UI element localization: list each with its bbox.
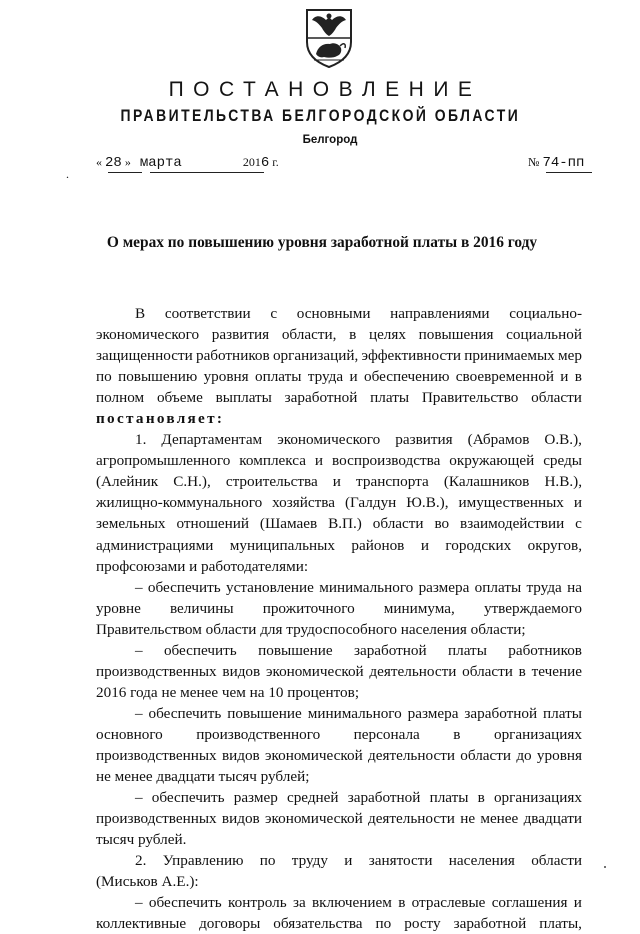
body-line-text: – обеспечить размер средней заработной платы в организациях [135,789,582,807]
body-line-text: агропромышленного комплекса и воспроизводства окружающей среды [96,452,582,470]
body-line [96,808,582,829]
body-line [96,829,582,850]
body-line-text: В соответствии с основными направлениями социально- [135,305,582,322]
body-line [96,850,582,871]
body-line-text: – обеспечить повышение заработной платы работников [135,641,582,659]
body-line-text: основного производственного персонала в организациях [96,725,582,743]
body-line [96,787,582,808]
decree-title: О мерах по повышению уровня заработной платы в 2016 году [106,234,538,251]
body-line [96,535,582,556]
body-line-text: 1. Департаментам экономического развития (Абрамов О.В.), [135,431,582,449]
decree-date [96,155,279,171]
body-line [96,303,582,324]
body-line [96,556,582,577]
decree-body [96,303,582,934]
body-line [96,450,582,471]
body-line [96,471,582,492]
body-line-text: не менее двадцати тысяч рублей; [96,768,310,786]
body-line-text: тысяч рублей. [96,831,187,849]
number-value: 74-пп [542,155,585,171]
body-line [96,619,582,640]
date-year-prefix: 201 [242,155,261,169]
body-line [96,387,582,408]
body-line-text: 2. Управлению по труду и занятости населения области [135,852,582,870]
body-line [96,408,582,429]
body-line-text: – обеспечить контроль за включением в отраслевые соглашения и [135,894,582,912]
date-day: 28 [105,155,122,171]
body-line-text: жилищно-коммунального хозяйства (Галдун Ю.В.), имущественных и [96,494,582,512]
number-label: № [528,155,540,169]
body-line-text: полном объеме выплаты заработной платы Правительство области [96,389,582,407]
body-line-text: защищенности работников организаций, эффективности принимаемых мер [96,347,582,365]
body-line [96,598,582,619]
body-line [96,745,582,766]
decree-number [528,155,584,171]
body-line [96,724,582,745]
scan-speck [604,866,606,868]
body-line-text: (Миськов А.Е.): [96,873,199,891]
date-month: марта [139,155,182,171]
body-line-text: постановляет: [96,410,225,428]
body-line [96,766,582,787]
day-underline [108,172,142,173]
body-line-text: коллективные договоры обязательства по росту заработной платы, [96,915,582,933]
date-year-unit: г. [272,155,279,169]
body-line [96,661,582,682]
issuing-body: ПРАВИТЕЛЬСТВА БЕЛГОРОДСКОЙ ОБЛАСТИ [120,106,521,125]
body-line-text: 2016 года не менее чем на 10 процентов; [96,683,360,701]
body-line [96,324,582,345]
body-line [96,892,582,913]
body-line [96,366,582,387]
number-underline [546,172,592,173]
body-line-text: администрациями муниципальных районов и городских округов, [96,536,582,554]
body-line-text: профсоюзами и работодателями: [96,557,309,575]
body-line-text: (Алейник С.Н.), строительства и транспорта (Калашников Н.В.), [96,473,582,491]
city-name: Белгород [302,134,358,146]
body-line [96,513,582,534]
body-line-text: производственных видов экономической деятельности области в течение [96,662,582,680]
body-line-text: экономического развития области, в целях повышения социальной [96,326,582,344]
belgorod-coat-of-arms-icon [304,8,354,68]
body-line-text: производственных видов экономической деятельности не менее двадцати [96,810,582,828]
body-line [96,429,582,450]
body-line [96,345,582,366]
body-line [96,577,582,598]
date-open-quote: « [96,155,102,169]
month-underline [150,172,264,173]
body-line [96,640,582,661]
body-line-text: – обеспечить повышение минимального размера заработной платы [135,704,582,722]
date-year-suffix: 6 [260,155,270,171]
scan-mark: . [66,167,69,181]
document-type: ПОСТАНОВЛЕНИЕ [168,78,482,101]
body-line-text: производственных видов экономической деятельности области до уровня [96,746,582,764]
body-line [96,492,582,513]
body-line-text: по повышению уровня оплаты труда и обеспечению своевременной и в [96,368,582,386]
body-line [96,871,582,892]
body-line-text: земельных отношений (Шамаев В.П.) области во взаимодействии с [96,515,582,533]
body-line [96,913,582,934]
date-close-quote: » [124,155,131,169]
body-line-text: уровне величины прожиточного минимума, утверждаемого [96,599,582,617]
body-line-text: Правительством области для трудоспособного населения области; [96,620,526,638]
body-line [96,703,582,724]
body-line-text: – обеспечить установление минимального размера оплаты труда на [135,578,582,596]
body-line [96,682,582,703]
